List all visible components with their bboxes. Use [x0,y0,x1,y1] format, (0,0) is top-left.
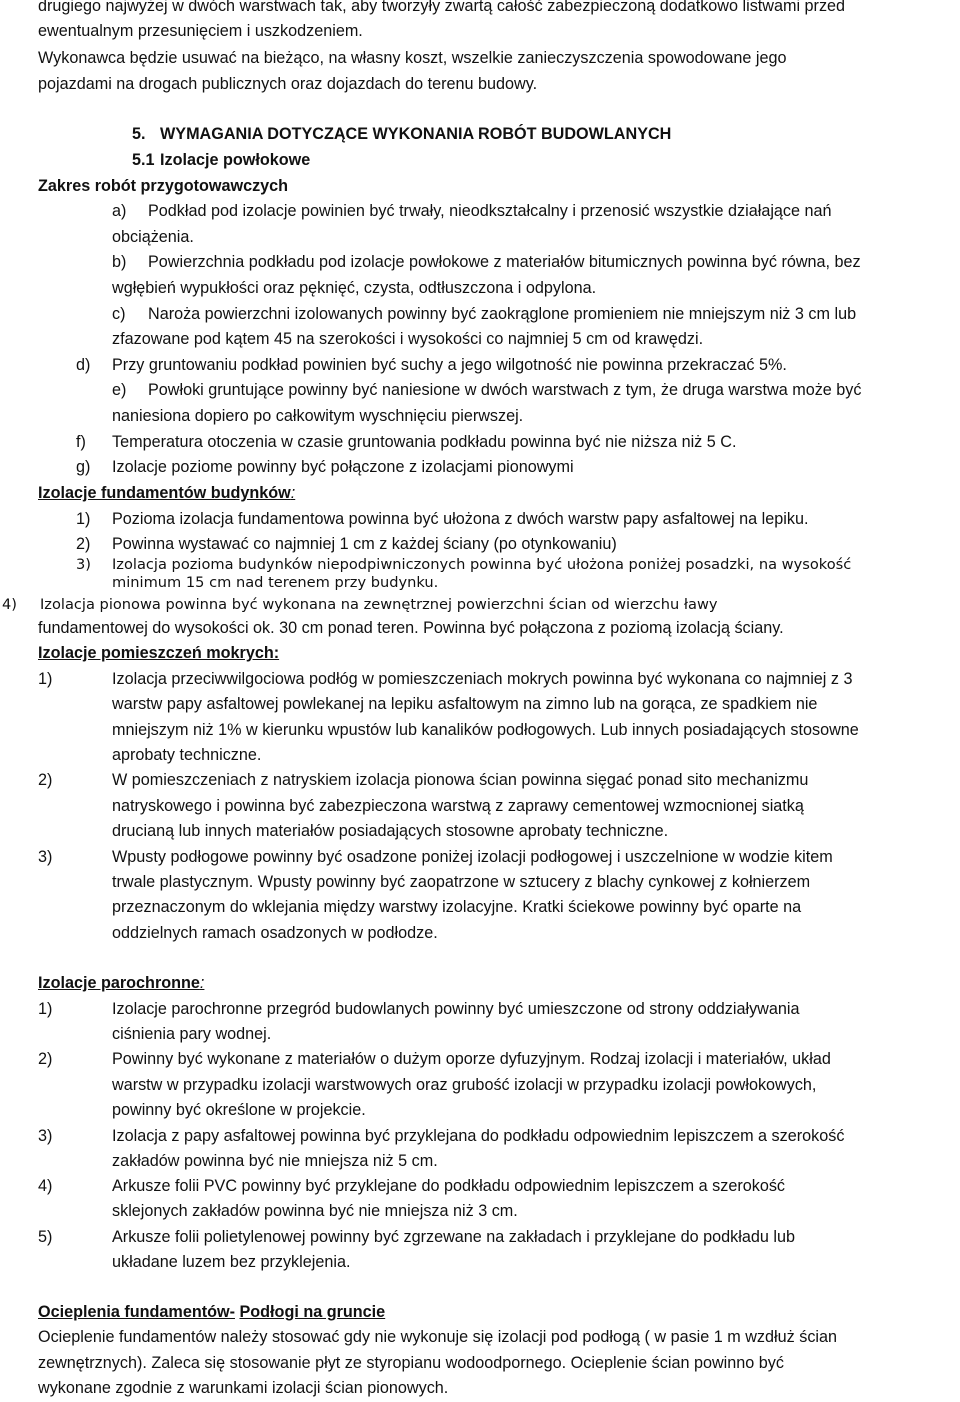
list-label: 5) [38,1228,53,1246]
list-label: 3) [38,848,53,866]
list-item: Izolacja przeciwwilgociowa podłóg w pomieszczeniach mokrych powinna być wykonana co najmniej z 3 [112,670,853,688]
list-item: Izolacja z papy asfaltowej powinna być przyklejana do podkładu odpowiednim lepiszczem a szerokość [112,1127,845,1145]
list-item: Arkusze folii PVC powinny być przyklejane do podkładu odpowiednim lepiszczem a szerokość [112,1177,786,1195]
list-label: a) [112,202,127,220]
intro-line: drugiego najwyżej w dwóch warstwach tak, aby tworzyły zwartą całość zabezpieczoną dodatkowo listwami przed [38,0,846,15]
mokre-heading: Izolacje pomieszczeń mokrych: [38,644,280,662]
list-item: ciśnienia pary wodnej. [112,1025,272,1043]
list-item: Powierzchnia podkładu pod izolacje powłokowe z materiałów bitumicznych powinna być równa, bez [148,253,861,271]
list-label: 4) [2,596,17,613]
list-item: Izolacje poziome powinny być połączone z izolacjami pionowymi [112,458,574,476]
list-label: 2) [38,1050,53,1068]
paragraph-line: wykonane zgodnie z warunkami izolacji ścian pionowych. [38,1379,449,1397]
list-item: Izolacja pozioma budynków niepodpiwniczonych powinna być ułożona poniżej posadzki, na wysokość [112,556,852,573]
list-item: zfazowane pod kątem 45 na szerokości i wysokości co najmniej 5 cm od krawędzi. [112,330,704,348]
list-item: zakładów powinna być nie mniejsza niż 5 cm. [112,1152,438,1170]
subsection-title: Izolacje powłokowe [160,151,311,169]
list-item: minimum 15 cm nad terenem przy budynku. [112,574,439,591]
list-item: Przy gruntowaniu podkład powinien być suchy a jego wilgotność nie powinna przekraczać 5%. [112,356,787,374]
fundamenty-heading: Izolacje fundamentów budynków: [38,484,296,502]
list-label: e) [112,381,127,399]
list-item: aprobaty techniczne. [112,746,262,764]
prep-heading: Zakres robót przygotowawczych [38,177,289,195]
intro-line: pojazdami na drogach publicznych oraz dojazdach do terenu budowy. [38,75,538,93]
paragraph-line: zewnętrznych). Zaleca się stosowanie płyt ze styropianu wodoodpornego. Ocieplenie ścian powinno być [38,1354,784,1372]
list-item: obciążenia. [112,228,194,246]
list-item: Arkusze folii polietylenowej powinny być zgrzewane na zakładach i przyklejane do podkładu lub [112,1228,795,1246]
list-label: d) [76,356,91,374]
list-item: wgłębień wypukłości oraz pęknięć, czysta, odtłuszczona i odpylona. [112,279,597,297]
list-item: fundamentowej do wysokości ok. 30 cm ponad teren. Powinna być połączona z poziomą izolacją ściany. [38,619,784,637]
list-item: Podkład pod izolacje powinien być trwały, nieodkształcalny i przenosić wszystkie działające nań [148,202,832,220]
list-label: 3) [76,556,91,573]
list-item: przeznaczonym do wklejania między warstwy izolacyjne. Kratki ściekowe powinny być oparte na [112,898,802,916]
list-item: trwale plastycznym. Wpusty powinny być zaopatrzone w sztucery z blachy cynkowej z kołnierzem [112,873,811,891]
list-label: 1) [38,1000,53,1018]
list-label: c) [112,305,126,323]
list-item: Izolacja pionowa powinna być wykonana na zewnętrznej powierzchni ścian od wierzchu ławy [40,596,718,613]
list-item: oddzielnych ramach osadzonych w podłodze. [112,924,438,942]
list-label: g) [76,458,91,476]
list-item: układane luzem bez przyklejenia. [112,1253,351,1271]
section-number: 5. [132,125,146,143]
list-item: Powinna wystawać co najmniej 1 cm z każdej ściany (po otynkowaniu) [112,535,617,553]
list-item: naniesiona dopiero po całkowitym wyschnięciu pierwszej. [112,407,524,425]
list-item: drucianą lub innych materiałów posiadających stosowne aprobaty techniczne. [112,822,669,840]
list-label: 2) [76,535,91,553]
list-item: warstw w przypadku izolacji warstwowych oraz grubość izolacji w przypadku izolacji powłokowych, [112,1076,817,1094]
list-item: Temperatura otoczenia w czasie gruntowania podkładu powinna być nie niższa niż 5 C. [112,433,737,451]
list-item: natryskowego i powinna być zabezpieczona warstwą z zaprawy cementowej wzmocnionej siatką [112,797,804,815]
intro-line: ewentualnym przesunięciem i uszkodzeniem. [38,22,363,40]
list-item: warstw papy asfaltowej powlekanej na lepiku asfaltowym na zimno lub na gorąca, ze spadkiem nie [112,695,818,713]
list-label: 2) [38,771,53,789]
list-label: 1) [76,510,91,528]
list-item: powinny być określone w projekcie. [112,1101,366,1119]
list-item: Naroża powierzchni izolowanych powinny być zaokrąglone promieniem nie mniejszym niż 3 cm lub [148,305,857,323]
list-item: Wpusty podłogowe powinny być osadzone poniżej izolacji podłogowej i uszczelnione w wodzie kitem [112,848,833,866]
list-item: Izolacje parochronne przegród budowlanych powinny być umieszczone od strony oddziaływania [112,1000,800,1018]
parochronne-heading: Izolacje parochronne: [38,974,205,992]
intro-line: Wykonawca będzie usuwać na bieżąco, na własny koszt, wszelkie zanieczyszczenia spowodowane jego [38,49,787,67]
list-label: 4) [38,1177,53,1195]
list-label: b) [112,253,127,271]
list-item: Powłoki gruntujące powinny być naniesione w dwóch warstwach z tym, że druga warstwa może być [148,381,862,399]
subsection-number: 5.1 [132,151,155,169]
ocieplenia-heading: Ocieplenia fundamentów- Podłogi na gruncie [38,1303,386,1321]
list-item: Powinny być wykonane z materiałów o dużym oporze dyfuzyjnym. Rodzaj izolacji i materiałów, układ [112,1050,831,1068]
section-title: WYMAGANIA DOTYCZĄCE WYKONANIA ROBÓT BUDOWLANYCH [160,125,672,143]
list-item: sklejonych zakładów powinna być nie mniejsza niż 3 cm. [112,1202,518,1220]
list-label: 1) [38,670,53,688]
list-item: W pomieszczeniach z natryskiem izolacja pionowa ścian powinna sięgać ponad sito mechanizmu [112,771,809,789]
paragraph-line: Ocieplenie fundamentów należy stosować gdy nie wykonuje się izolacji pod podłogą ( w pasie 1 m wzdłuż ścian [38,1328,838,1346]
list-item: Pozioma izolacja fundamentowa powinna być ułożona z dwóch warstw papy asfaltowej na lepiku. [112,510,809,528]
list-label: f) [76,433,86,451]
list-item: mniejszym niż 1% w kierunku wpustów lub kanalików podłogowych. Lub innych posiadających stosowne [112,721,859,739]
list-label: 3) [38,1127,53,1145]
